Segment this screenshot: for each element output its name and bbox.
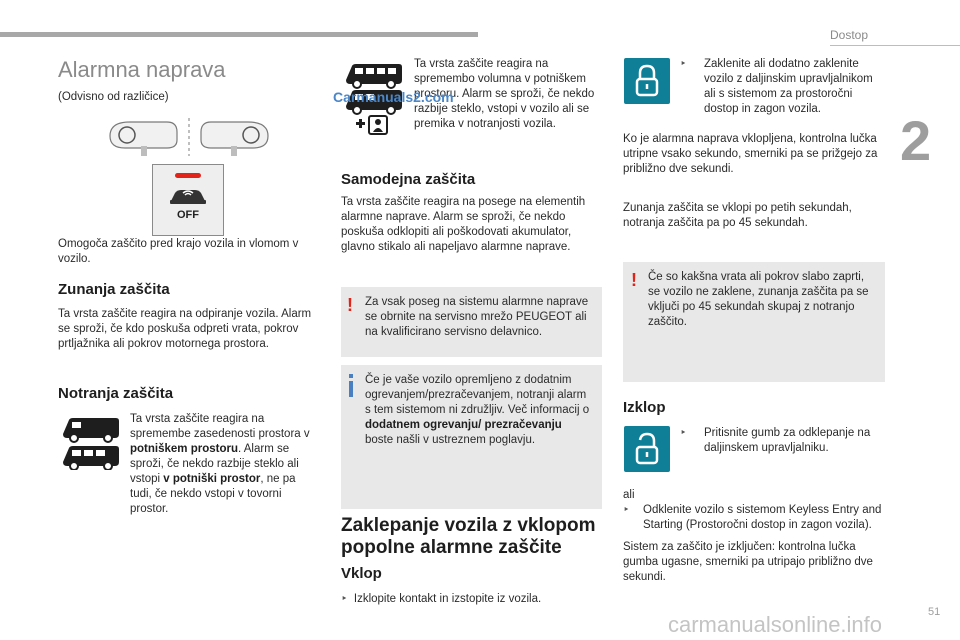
padlock-open-icon [624, 426, 670, 472]
info-icon-bar [349, 381, 353, 397]
step-bullet-icon: ‣ [341, 593, 348, 605]
warning-icon: ! [347, 295, 353, 315]
header-rule [830, 45, 960, 46]
keyless-step: ‣ Odklenite vozilo s sistemom Keyless Entry and Starting (Prostoročni dostop in zagon vozila). [623, 504, 882, 531]
blink-info-text: Ko je alarmna naprava vklopljena, kontrolna lučka utripne vsako sekundo, smerniki pa se prižgejo za približno dve sekundi. [623, 133, 878, 175]
unlock-button-illustration [624, 426, 670, 472]
step-bullet-icon: ‣ [680, 58, 687, 70]
carmanuals-watermark: Carmanuals2.com [333, 89, 454, 105]
info-icon [349, 374, 353, 378]
page-number: 51 [928, 606, 941, 618]
chapter-number: 2 [900, 109, 932, 172]
page-title: Alarmna naprava [58, 57, 226, 82]
disarm-result-text: Sistem za zaščito je izključen: kontrolna lučka gumba ugasne, smerniki pa utripajo približno dve sekundi. [623, 540, 885, 585]
lock-button-illustration [624, 58, 670, 104]
intro-text: Omogoča zaščito pred krajo vozila in vlomom v vozilo. [58, 238, 299, 265]
delay-info-text: Zunanja zaščita se vklopi po petih sekundah, notranja zaščita pa po 45 sekundah. [623, 202, 852, 229]
vklop-step: ‣ Izklopite kontakt in izstopite iz vozila. [341, 593, 542, 605]
car-alarm-icon [167, 185, 209, 207]
or-text: ali [623, 489, 635, 501]
lock-step: ‣ Zaklenite ali dodatno zaklenite vozilo z daljinskim upravljalnikom ali s sistemom za prostoročni dostop in zagon vozila. [680, 58, 873, 115]
info-note-box [341, 365, 602, 509]
inner-protection-heading: Notranja zaščita [58, 385, 174, 402]
footer-watermark: carmanualsonline.info [668, 612, 883, 637]
mirror-illustration [105, 116, 275, 158]
unlock-step: ‣ Pritisnite gumb za odklepanje na daljinskem upravljalniku. [680, 427, 871, 454]
section-label: Dostop [830, 28, 869, 42]
outer-protection-text: Ta vrsta zaščite reagira na odpiranje vozila. Alarm se sproži, če kdo poskuša odpreti vrata, pokrov prtljažnika ali pokrov motornega prostora. [58, 308, 312, 350]
auto-protection-text: Ta vrsta zaščite reagira na posege na elementih alarmne naprave. Alarm se sproži, če nekdo poskuša odklopiti ali poškodovati akumulator, glavno stikalo ali napeljavo alarmne naprave. [341, 196, 586, 253]
alarm-led-indicator [175, 173, 201, 178]
auto-protection-heading: Samodejna zaščita [341, 171, 476, 188]
variant-note: (Odvisno od različice) [58, 91, 169, 103]
izklop-heading: Izklop [623, 399, 666, 416]
vklop-heading: Vklop [341, 565, 382, 582]
locking-heading: Zaklepanje vozila z vklopom popolne alarmne zaščite [341, 515, 596, 558]
volume-protection-text: Ta vrsta zaščite reagira na spremembo volumna v potniškem prostoru. Alarm se sproži, če nekdo razbije steklo, vstopi v vozilo ali se premika v notranjosti vozila. [414, 58, 595, 130]
off-label: OFF [177, 209, 199, 221]
warning-note-box [341, 287, 602, 357]
padlock-closed-icon [624, 58, 670, 104]
warning-note-text: Za vsak poseg na sistemu alarmne naprave se obrnite na servisno mrežo PEUGEOT ali na kvalificirano servisno delavnico. [365, 296, 589, 338]
right-warning-note-box [623, 262, 885, 382]
step-bullet-icon: ‣ [680, 427, 687, 439]
alarm-off-button[interactable] [152, 164, 224, 236]
step-bullet-icon: ‣ [623, 504, 630, 516]
top-rule [0, 32, 478, 37]
outer-protection-heading: Zunanja zaščita [58, 281, 170, 298]
info-note-text: Če je vaše vozilo opremljeno z dodatnim ogrevanjem/prezračevanjem, notranji alarm s tem sistemom ni združljiv. Več informacij o dodatnem ogrevanju/ prezračevanju boste našli v ustreznem poglavju. [365, 374, 590, 446]
warning-icon: ! [631, 270, 637, 290]
inner-protection-text: Ta vrsta zaščite reagira na spremembe zasedenosti prostora v potniškem prostoru. Alarm se sproži, če nekdo razbije steklo ali vstopi v potniški prostor, ne pa tudi, če nekdo vstopi v tovorni prostor. [130, 413, 310, 515]
van-icons [60, 414, 122, 470]
right-warning-note-text: Če so kakšna vrata ali pokrov slabo zaprti, se vozilo ne zaklene, zunanja zaščita pa se vključi po 45 sekundah skupaj z notranjo zaščito. [648, 271, 869, 328]
